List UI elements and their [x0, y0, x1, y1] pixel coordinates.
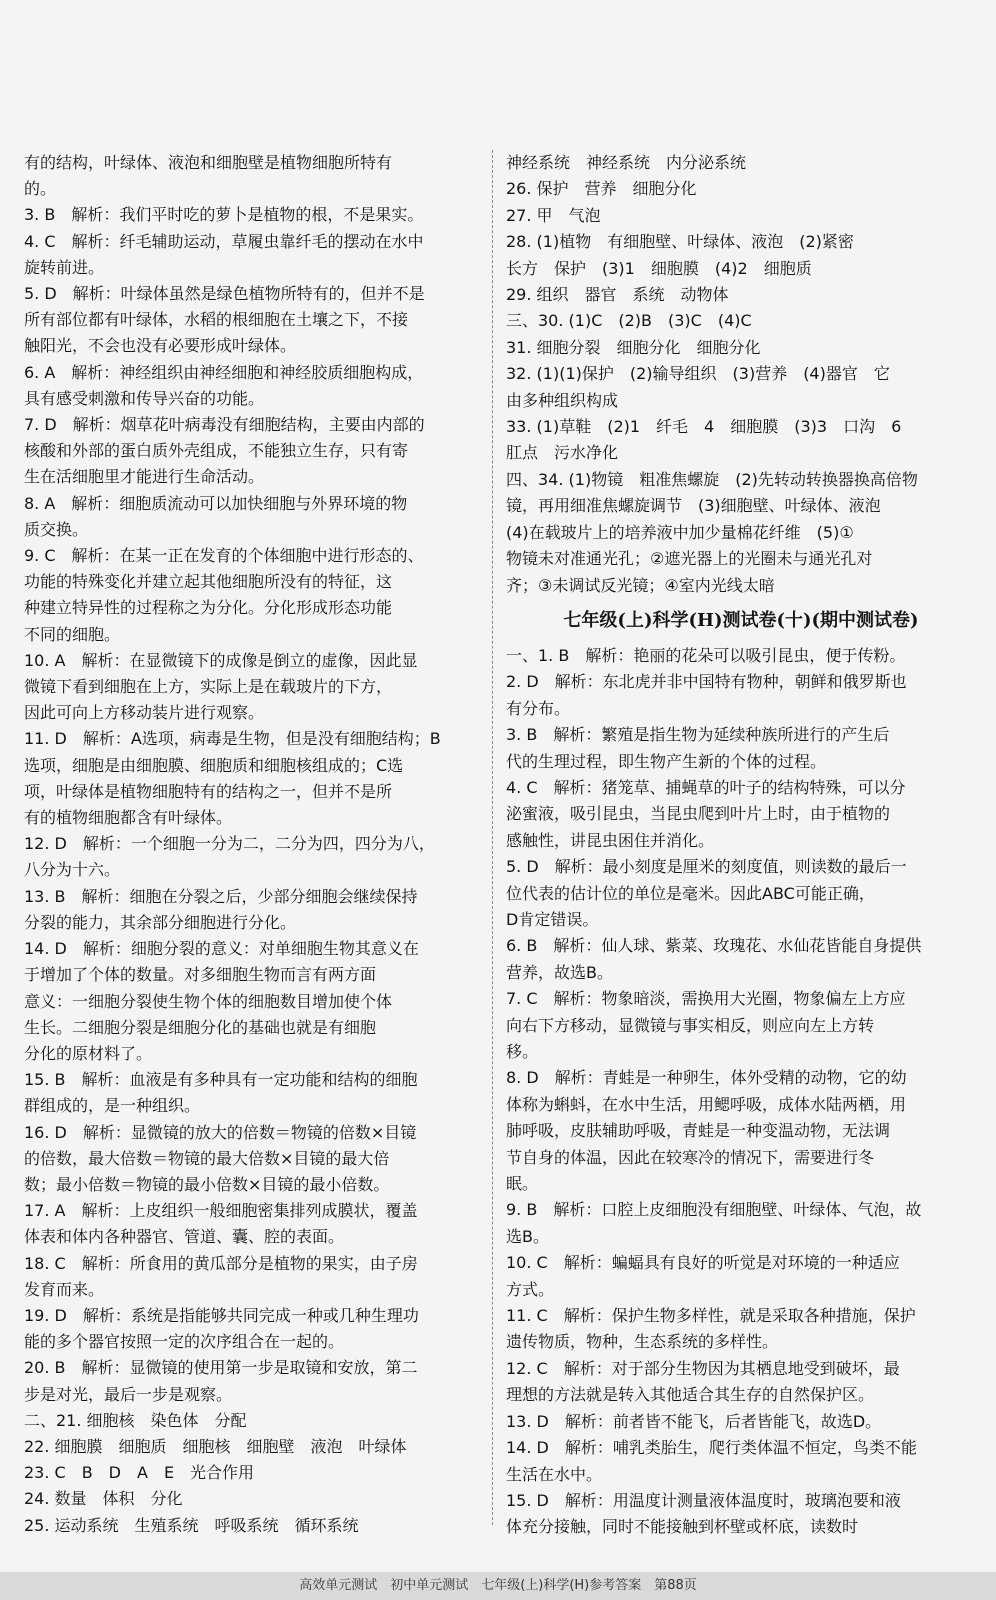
answer-line: 四、34. (1)物镜 粗准焦螺旋 (2)先转动转换器换高倍物: [506, 469, 918, 489]
answer-line: 镜，再用细准焦螺旋调节 (3)细胞壁、叶绿体、液泡: [506, 496, 881, 516]
answer-line: 的。: [24, 179, 57, 199]
answer-line: 向右下方移动，显微镜与事实相反，则应向左上方转: [506, 1015, 875, 1035]
answer-line: 营养，故选B。: [506, 962, 613, 982]
answer-line: 19. D 解析：系统是指能够共同完成一种或几种生理功: [24, 1305, 419, 1325]
answer-line: 遗传物质，物种，生态系统的多样性。: [506, 1332, 779, 1352]
answer-line: 29. 组织 器官 系统 动物体: [506, 285, 729, 305]
column-divider: [492, 150, 493, 1525]
answer-line: 微镜下看到细胞在上方，实际上是在载玻片的下方，: [24, 677, 393, 697]
answer-line: 因此可向上方移动装片进行观察。: [24, 703, 265, 723]
answer-line: 体表和体内各种器官、管道、囊、腔的表面。: [24, 1227, 345, 1247]
answer-line: 物镜未对准通光孔；②遮光器上的光圈未与通光孔对: [506, 549, 873, 569]
answer-line: 5. D 解析：最小刻度是厘米的刻度值，则读数的最后一: [506, 857, 907, 877]
answer-line: 泌蜜液，吸引昆虫，当昆虫爬到叶片上时，由于植物的: [506, 804, 891, 824]
answer-line: 种建立特异性的过程称之为分化。分化形成形态功能: [24, 598, 393, 618]
answer-line: 27. 甲 气泡: [506, 205, 601, 225]
answer-line: 生在活细胞里才能进行生命活动。: [24, 467, 265, 487]
answer-line: 感触性，讲昆虫困住并消化。: [506, 830, 715, 850]
answer-line: 24. 数量 体积 分化: [24, 1489, 183, 1509]
answer-line: 14. D 解析：细胞分裂的意义：对单细胞生物其意义在: [24, 939, 419, 959]
answer-line: 3. B 解析：繁殖是指生物为延续种族所进行的产生后: [506, 725, 890, 745]
answer-line: 理想的方法就是转入其他适合其生存的自然保护区。: [506, 1385, 875, 1405]
answer-line: 25. 运动系统 生殖系统 呼吸系统 循环系统: [24, 1515, 359, 1535]
right-column-answers: [506, 150, 976, 599]
answer-line: 二、21. 细胞核 染色体 分配: [24, 1410, 247, 1430]
answer-line: 8. D 解析：青蛙是一种卵生，体外受精的动物，它的幼: [506, 1068, 907, 1088]
answer-line: 有分布。: [506, 698, 571, 718]
answer-line: 选项，细胞是由细胞膜、细胞质和细胞核组成的；C选: [24, 755, 404, 775]
answer-line: 不同的细胞。: [24, 624, 121, 644]
answer-line: 移。: [506, 1042, 539, 1061]
page-footer: 高效单元测试 初中单元测试 七年级(上)科学(H)参考答案 第88页: [0, 1572, 996, 1600]
answer-line: 7. C 解析：物象暗淡，需换用大光圈，物象偏左上方应: [506, 989, 906, 1009]
answer-line: 项，叶绿体是植物细胞特有的结构之一，但并不是所: [24, 781, 393, 801]
answer-line: (4)在载玻片上的培养液中加少量棉花纤维 (5)①: [506, 522, 854, 542]
answer-line: 步是对光，最后一步是观察。: [24, 1384, 233, 1404]
answer-line: 肺呼吸，皮肤辅助呼吸，青蛙是一种变温动物，无法调: [506, 1121, 891, 1141]
answer-line: 6. B 解析：仙人球、紫菜、玫瑰花、水仙花皆能自身提供: [506, 936, 922, 956]
answer-line: 有的结构，叶绿体、液泡和细胞壁是植物细胞所特有: [24, 153, 393, 172]
answer-line: 3. B 解析：我们平时吃的萝卜是植物的根，不是果实。: [24, 205, 424, 225]
answer-line: 7. D 解析：烟草花叶病毒没有细胞结构，主要由内部的: [24, 415, 425, 435]
answer-line: 14. D 解析：哺乳类胎生，爬行类体温不恒定，鸟类不能: [506, 1438, 917, 1458]
answer-line: 的倍数，最大倍数＝物镜的最大倍数×目镜的最大倍: [24, 1148, 390, 1168]
answer-line: 11. C 解析：保护生物多样性，就是采取各种措施，保护: [506, 1306, 916, 1326]
answer-line: 代的生理过程，即生物产生新的个体的过程。: [506, 751, 827, 771]
answer-line: D肯定错误。: [506, 909, 599, 929]
answer-line: 齐；③未调试反光镜；④室内光线太暗: [506, 575, 775, 595]
answer-line: 18. C 解析：所食用的黄瓜部分是植物的果实，由子房: [24, 1253, 418, 1273]
answer-line: 一、1. B 解析：艳丽的花朵可以吸引昆虫，便于传粉。: [506, 645, 906, 665]
answer-line: 9. C 解析：在某一正在发育的个体细胞中进行形态的、: [24, 546, 424, 566]
answer-line: 17. A 解析：上皮组织一般细胞密集排列成膜状，覆盖: [24, 1201, 418, 1221]
answer-line: 分化的原材料了。: [24, 1043, 153, 1063]
answer-line: 体充分接触，同时不能接触到杯壁或杯底，读数时: [506, 1517, 859, 1537]
answer-line: 8. A 解析：细胞质流动可以加快细胞与外界环境的物: [24, 493, 408, 513]
answer-line: 15. D 解析：用温度计测量液体温度时，玻璃泡要和液: [506, 1490, 901, 1510]
answer-line: 数；最小倍数＝物镜的最小倍数×目镜的最小倍数。: [24, 1174, 390, 1194]
right-column: [506, 150, 976, 1541]
answer-line: 所有部位都有叶绿体，水稻的根细胞在土壤之下，不接: [24, 310, 409, 330]
answer-line: 发育而来。: [24, 1279, 105, 1299]
answer-line: 4. C 解析：纤毛辅助运动，草履虫靠纤毛的摆动在水中: [24, 231, 424, 251]
answer-line: 方式。: [506, 1279, 555, 1299]
section-title: 七年级(上)科学(H)测试卷(十)(期中测试卷): [563, 609, 919, 631]
answer-line: 20. B 解析：显微镜的使用第一步是取镜和安放，第二: [24, 1358, 418, 1378]
answer-line: 11. D 解析：A选项，病毒是生物，但是没有细胞结构；B: [24, 729, 441, 749]
answer-line: 神经系统 神经系统 内分泌系统: [506, 153, 747, 172]
answer-line: 31. 细胞分裂 细胞分化 细胞分化: [506, 337, 761, 357]
answer-line: 质交换。: [24, 519, 89, 539]
answer-line: 9. B 解析：口腔上皮细胞没有细胞壁、叶绿体、气泡，故: [506, 1200, 922, 1220]
answer-line: 旋转前进。: [24, 257, 105, 277]
answer-line: 13. D 解析：前者皆不能飞，后者皆能飞，故选D。: [506, 1411, 882, 1431]
right-column-midterm-answers: [506, 643, 976, 1541]
answer-line: 23. C B D A E 光合作用: [24, 1463, 255, 1483]
answer-line: 眠。: [506, 1174, 539, 1194]
answer-line: 26. 保护 营养 细胞分化: [506, 179, 697, 199]
answer-line: 15. B 解析：血液是有多种具有一定功能和结构的细胞: [24, 1070, 418, 1090]
answer-line: 10. A 解析：在显微镜下的成像是倒立的虚像，因此显: [24, 650, 418, 670]
answer-line: 肛点 污水净化: [506, 443, 619, 463]
answer-line: 12. C 解析：对于部分生物因为其栖息地受到破坏，最: [506, 1358, 900, 1378]
answer-line: 触阳光，不会也没有必要形成叶绿体。: [24, 336, 297, 356]
answer-line: 由多种组织构成: [506, 390, 619, 410]
answer-line: 有的植物细胞都含有叶绿体。: [24, 808, 233, 828]
answer-line: 33. (1)草鞋 (2)1 纤毛 4 细胞膜 (3)3 口沟 6: [506, 417, 902, 437]
answer-line: 意义：一细胞分裂使生物个体的细胞数目增加使个体: [24, 991, 393, 1011]
answer-line: 13. B 解析：细胞在分裂之后，少部分细胞会继续保持: [24, 886, 418, 906]
answer-line: 具有感受刺激和传导兴奋的功能。: [24, 388, 265, 408]
answer-line: 选B。: [506, 1226, 549, 1246]
answer-line: 长方 保护 (3)1 细胞膜 (4)2 细胞质: [506, 258, 812, 278]
answer-line: 八分为十六。: [24, 860, 121, 880]
answer-line: 体称为蝌蚪，在水中生活，用鳃呼吸，成体水陆两栖，用: [506, 1094, 907, 1114]
answer-line: 能的多个器官按照一定的次序组合在一起的。: [24, 1332, 345, 1352]
answer-line: 位代表的估计位的单位是毫米。因此ABC可能正确，: [506, 883, 875, 903]
left-column: [24, 150, 484, 1539]
answer-line: 群组成的，是一种组织。: [24, 1096, 201, 1116]
answer-line: 12. D 解析：一个细胞一分为二，二分为四，四分为八，: [24, 834, 435, 854]
answer-line: 2. D 解析：东北虎并非中国特有物种，朝鲜和俄罗斯也: [506, 672, 907, 692]
answer-line: 分裂的能力，其余部分细胞进行分化。: [24, 912, 297, 932]
answer-line: 32. (1)(1)保护 (2)输导组织 (3)营养 (4)器官 它: [506, 364, 890, 384]
answer-line: 6. A 解析：神经组织由神经细胞和神经胶质细胞构成，: [24, 362, 424, 382]
answer-line: 功能的特殊变化并建立起其他细胞所没有的特征，这: [24, 572, 393, 592]
answer-line: 22. 细胞膜 细胞质 细胞核 细胞壁 液泡 叶绿体: [24, 1436, 407, 1456]
answer-line: 4. C 解析：猪笼草、捕蝇草的叶子的结构特殊，可以分: [506, 777, 906, 797]
answer-line: 10. C 解析：蝙蝠具有良好的听觉是对环境的一种适应: [506, 1253, 900, 1273]
answer-line: 16. D 解析：显微镜的放大的倍数＝物镜的倍数×目镜: [24, 1122, 417, 1142]
answer-line: 核酸和外部的蛋白质外壳组成，不能独立生存，只有寄: [24, 441, 409, 461]
answer-line: 5. D 解析：叶绿体虽然是绿色植物所特有的，但并不是: [24, 284, 425, 304]
answer-line: 生长。二细胞分裂是细胞分化的基础也就是有细胞: [24, 1017, 377, 1037]
answer-line: 28. (1)植物 有细胞壁、叶绿体、液泡 (2)紧密: [506, 232, 854, 252]
answer-line: 生活在水中。: [506, 1464, 603, 1484]
answer-line: 三、30. (1)C (2)B (3)C (4)C: [506, 311, 752, 331]
answer-line: 于增加了个体的数量。对多细胞生物而言有两方面: [24, 965, 377, 985]
answer-line: 节自身的体温，因此在较寒冷的情况下，需要进行冬: [506, 1147, 875, 1167]
